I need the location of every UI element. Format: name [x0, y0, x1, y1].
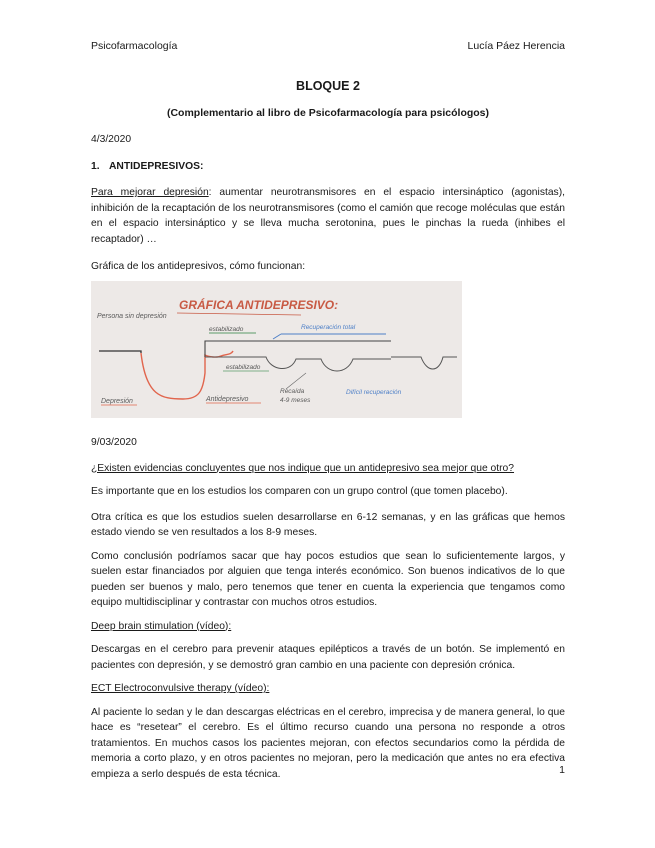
section-title: ANTIDEPRESIVOS:	[109, 160, 204, 172]
page-title: BLOQUE 2	[296, 79, 360, 93]
label-estabilizado-top: estabilizado	[209, 325, 244, 333]
page-subtitle: (Complementario al libro de Psicofarmacología para psicólogos)	[166, 106, 490, 119]
graph-title: GRÁFICA ANTIDEPRESIVO:	[179, 297, 339, 312]
paragraph-rest: : aumentar neurotransmisores en el espacio intersináptico (agonistas), inhibición de la recaptación de los neurotransmisores (como el camión que recoge moléculas que están en el espacio intersináptico y se lleva mucha serotonina, pues le pinchas la rueda (inhibes el recaptador) …	[91, 187, 565, 245]
label-recaida: Recaída	[280, 387, 305, 395]
header-right: Lucía Páez Herencia	[467, 40, 565, 52]
date-2: 9/03/2020	[91, 437, 137, 448]
label-meses: 4-9 meses	[280, 396, 311, 404]
label-estabilizado-mid: estabilizado	[226, 363, 261, 371]
page-number: 1	[559, 764, 565, 776]
label-depresion: Depresión	[101, 397, 133, 405]
question-heading: ¿Existen evidencias concluyentes que nos indique que un antidepresivo sea mejor que otro?	[91, 462, 515, 474]
paragraph-control-group: Es importante que en los estudios los comparen con un grupo control (que tomen placebo).	[91, 486, 508, 497]
paragraph-conclusion: Como conclusión podríamos sacar que hay pocos estudios que sean lo suficientemente largos, y suelen estar financiados por alguien que tenga interés económico. Son buenos indicativos de lo que pueden ser buenos y malo, pero tenemos que tener en cuenta la experiencia que tengamos como equipo multidisciplinar y contrastar con muchos otros estudios.	[91, 550, 565, 608]
label-persona: Persona sin depresión	[97, 312, 167, 320]
label-recuperacion: Recuperación total	[301, 323, 356, 331]
dbs-text: Descargas en el cerebro para prevenir ataques epilépticos a través de un botón. Se implementó en pacientes con depresión, y se demostró gran cambio en una paciente con depresión crónica.	[91, 644, 565, 671]
ect-heading: ECT Electroconvulsive therapy (vídeo):	[91, 683, 270, 694]
section-heading	[91, 159, 565, 175]
page-content	[91, 79, 565, 790]
label-dificil: Difícil recuperación	[346, 388, 402, 396]
paragraph-critica: Otra crítica es que los estudios suelen desarrollarse en 6-12 semanas, y en las gráficas que hemos estado viendo se ven resultados a los 8-9 meses.	[91, 511, 565, 538]
dbs-heading: Deep brain stimulation (vídeo):	[91, 620, 232, 632]
figure-caption: Gráfica de los antidepresivos, cómo funcionan:	[91, 261, 306, 272]
label-antidepresivo: Antidepresivo	[206, 395, 249, 403]
paragraph-lead: Para mejorar depresión	[91, 187, 209, 198]
section-number: 1.	[91, 160, 100, 172]
date-1: 4/3/2020	[91, 134, 132, 145]
header-left: Psicofarmacología	[91, 40, 178, 52]
paragraph-mejorar-depresion	[91, 185, 565, 247]
antidepressant-graph-photo	[91, 281, 462, 418]
ect-text: Al paciente lo sedan y le dan descargas eléctricas en el cerebro, imprecisa y de manera general, lo que hace es “resetear” el cerebro. Es el último recurso cuando una persona no responde a otros tratamientos. En muchos casos los pacientes mejoran, con efectos secundarios como la pérdida de memoria a corto plazo, y en otros pacientes no mejoran, pero la medicación que antes no era efectiva empieza a serlo después de esta técnica.	[91, 706, 565, 780]
